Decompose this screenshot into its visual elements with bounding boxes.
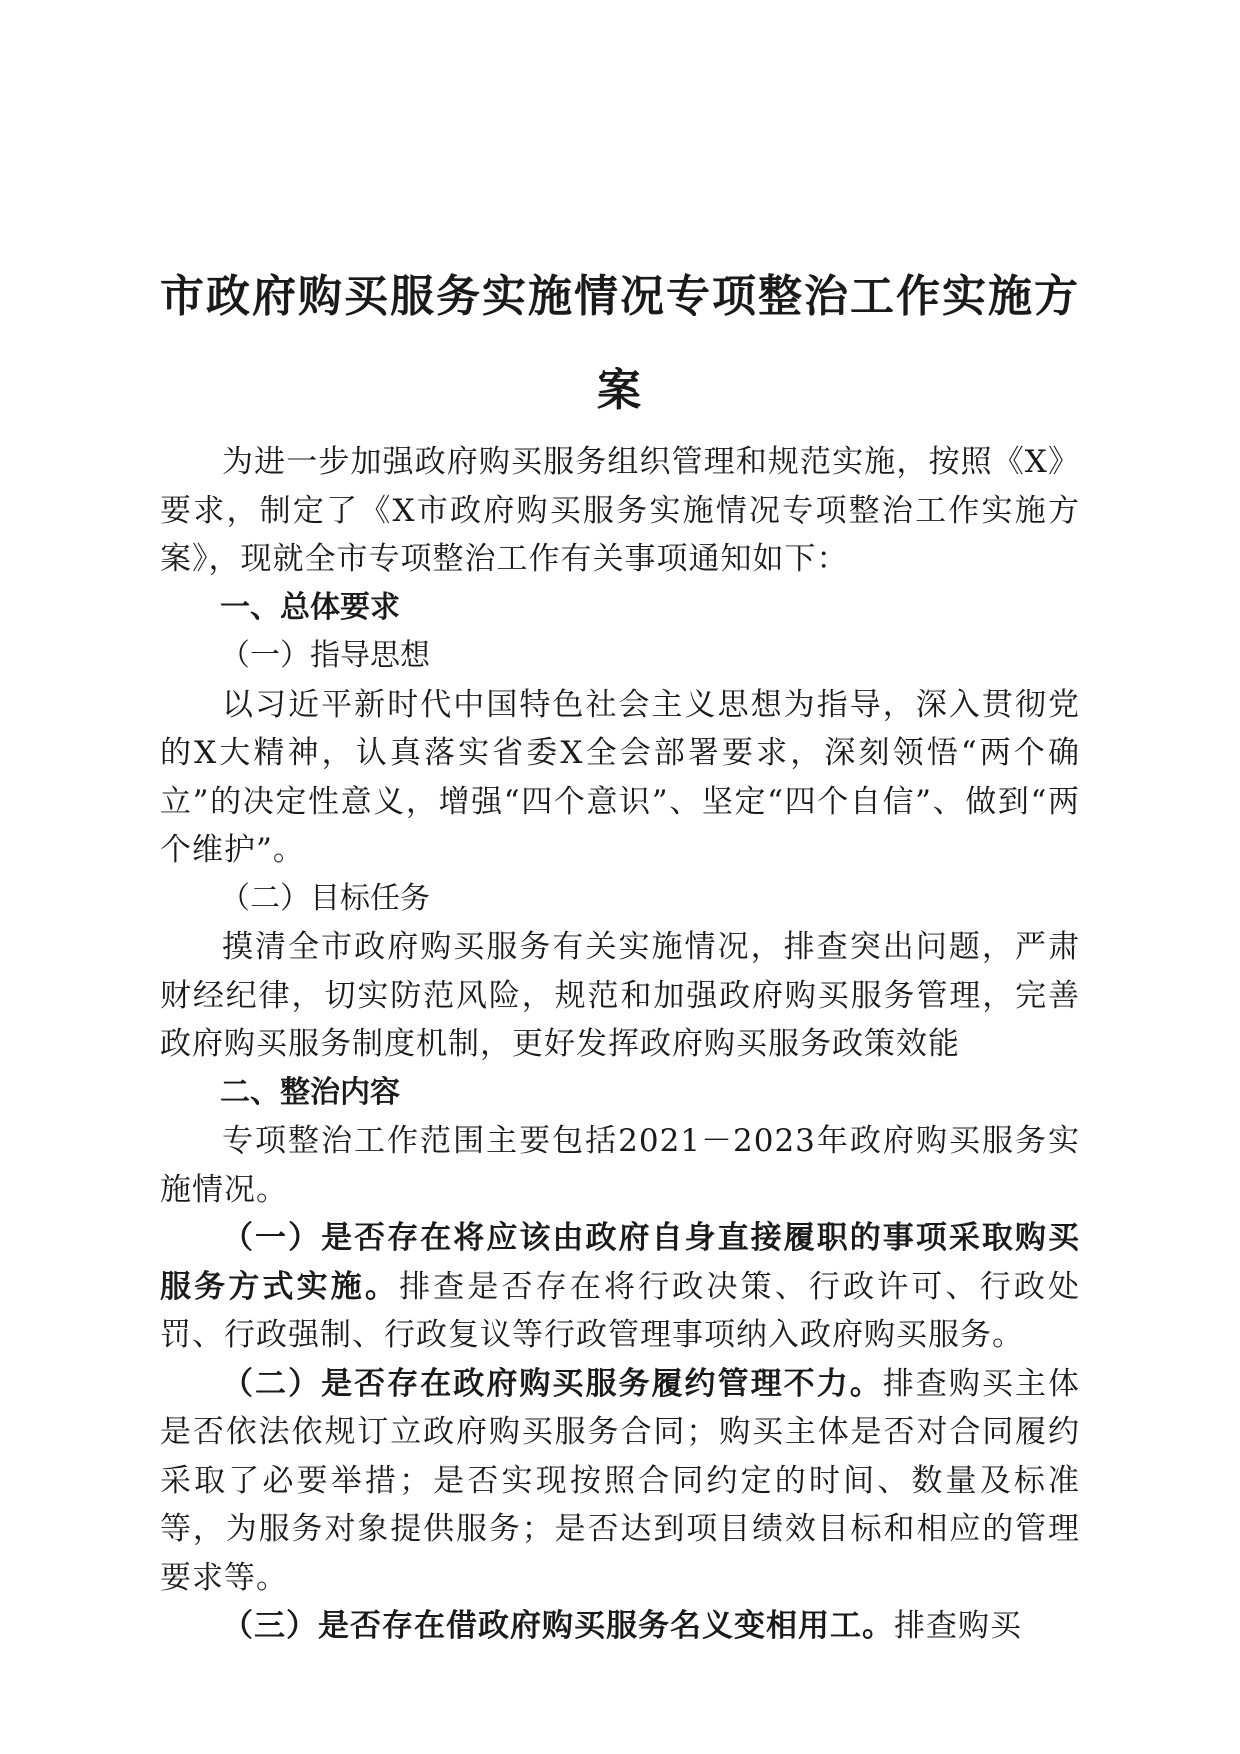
scope-paragraph: 专项整治工作范围主要包括2021－2023年政府购买服务实施情况。 <box>160 1123 1080 1208</box>
item-2-text: 排查购买主体是否依法依规订立政府购买服务合同；购买主体是否对合同履约采取了必要举措；是否实现按照合同约定的时间、数量及标准等，为服务对象提供服务；是否达到项目绩效目标和相应的管理要求等。 <box>160 1365 1081 1596</box>
item-1-lead: （一）是否存在将应该由政府自身直接履职的事项采取购买服务方式实施。 <box>160 1220 1080 1305</box>
guiding-thought-paragraph: 以习近平新时代中国特色社会主义思想为指导，深入贯彻党的X大精神，认真落实省委X全会部署要求，深刻领悟“两个确立”的决定性意义，增强“四个意识”、坚定“四个自信”、做到“两个维护”。 <box>160 686 1080 868</box>
section-heading-rectification-content: 二、整治内容 <box>220 1074 400 1110</box>
item-3-paragraph <box>160 1602 1080 1651</box>
item-3-text: 排查购买 <box>894 1608 1022 1644</box>
target-tasks-paragraph: 摸清全市政府购买服务有关实施情况，排查突出问题，严肃财经纪律，切实防范风险，规范和加强政府购买服务管理，完善政府购买服务制度机制，更好发挥政府购买服务政策效能 <box>160 929 1080 1062</box>
item-1-text: 排查是否存在将行政决策、行政许可、行政处罚、行政强制、行政复议等行政管理事项纳入政府购买服务。 <box>160 1268 1080 1353</box>
subheading-target-tasks: （二）目标任务 <box>220 880 430 916</box>
item-2-lead: （二）是否存在政府购买服务履约管理不力。 <box>222 1365 883 1402</box>
subheading-guiding-thought: （一）指导思想 <box>220 638 430 673</box>
item-2-paragraph <box>160 1360 1080 1603</box>
intro-paragraph: 为进一步加强政府购买服务组织管理和规范实施，按照《X》要求，制定了《X市政府购买服务实施情况专项整治工作实施方案》，现就全市专项整治工作有关事项通知如下： <box>160 444 1080 577</box>
document-title: 市政府购买服务实施情况专项整治工作实施方案 <box>160 271 1080 416</box>
section-heading-overall-requirements: 一、总体要求 <box>220 589 400 625</box>
item-1-paragraph <box>160 1214 1080 1360</box>
item-3-lead: （三）是否存在借政府购买服务名义变相用工。 <box>222 1608 894 1644</box>
document-page <box>160 250 1080 1651</box>
